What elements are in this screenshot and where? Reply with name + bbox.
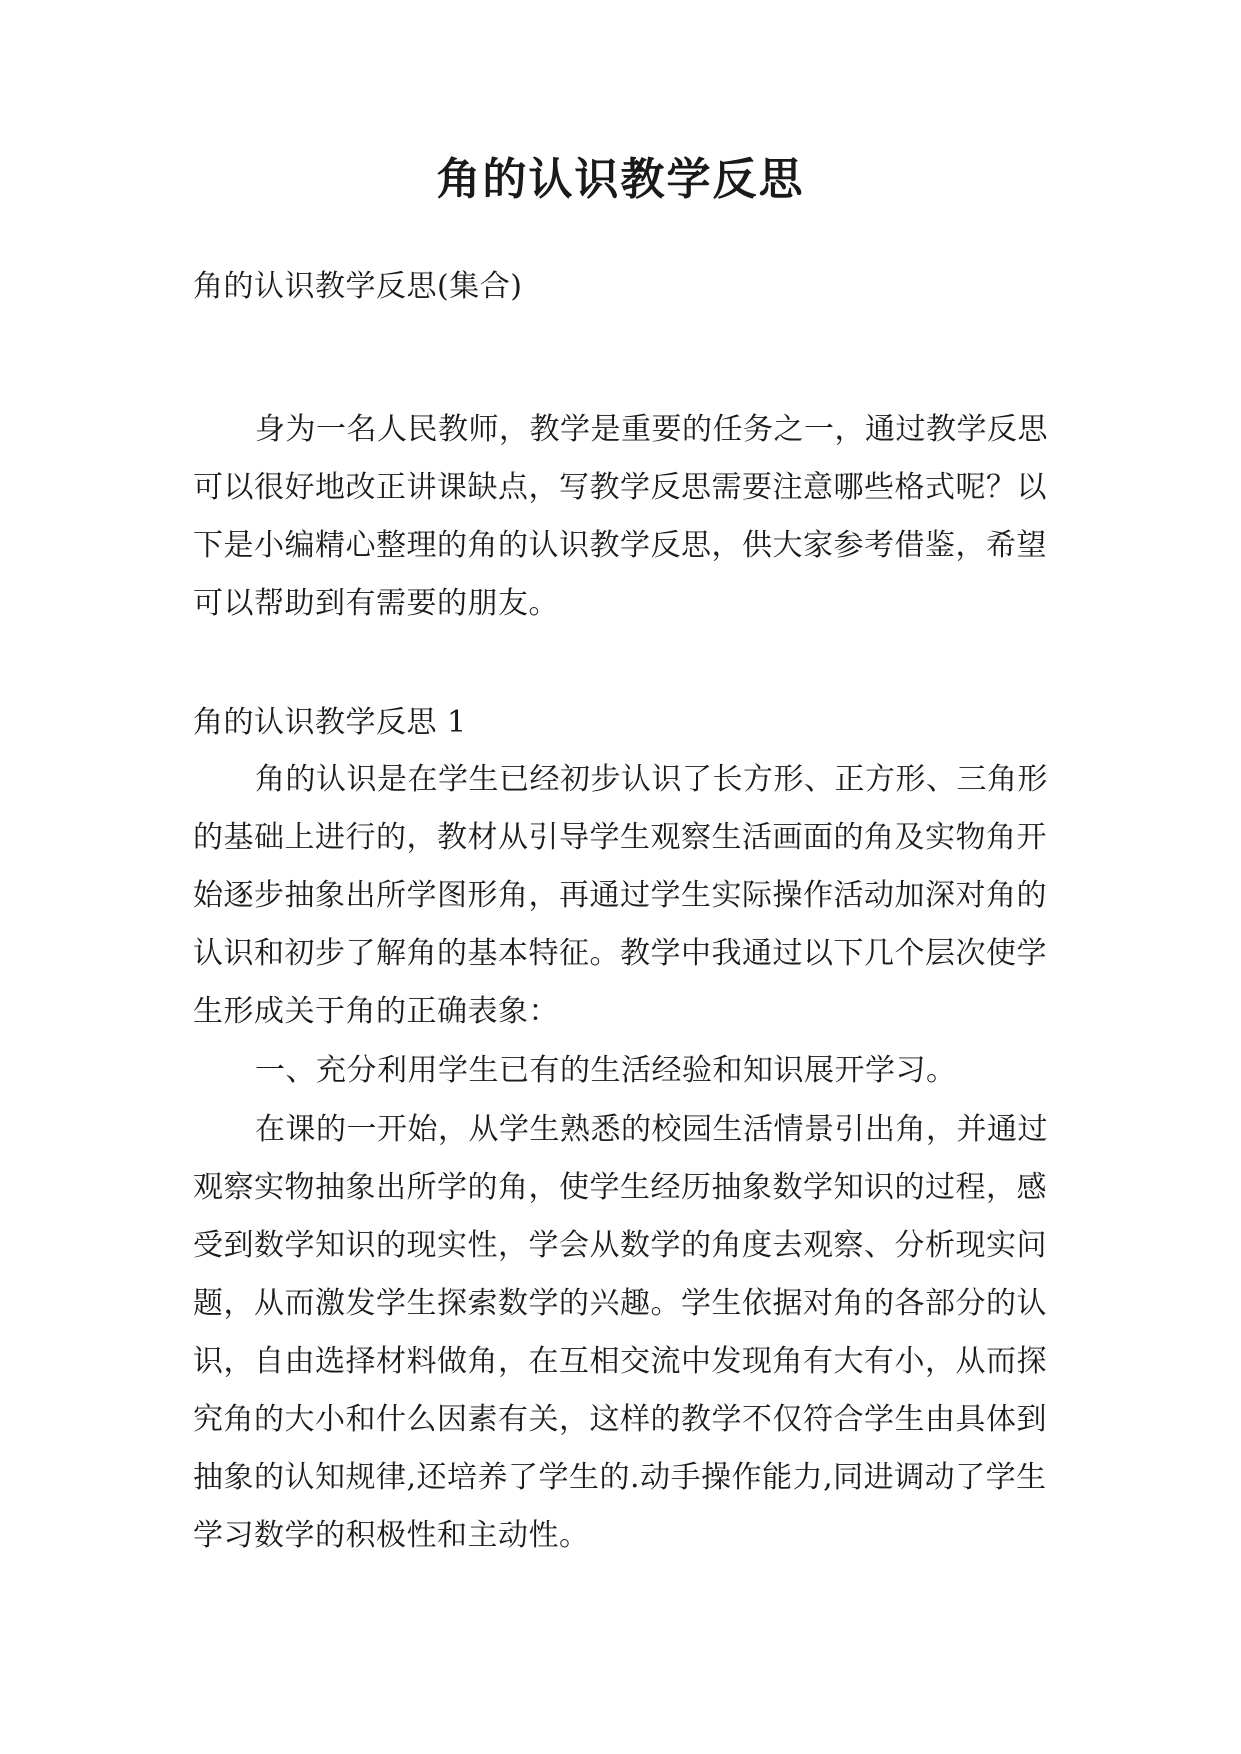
- document-subtitle: 角的认识教学反思(集合): [193, 269, 523, 304]
- section-paragraph-2: 在课的一开始，从学生熟悉的校园生活情景引出角，并通过观察实物抽象出所学的角，使学生经历抽象数学知识的过程，感受到数学知识的现实性，学会从数学的角度去观察、分析现实问题，从而激发学生探索数学的兴趣。学生依据对角的各部分的认识，自由选择材料做角，在互相交流中发现角有大有小，从而探究角的大小和什么因素有关，这样的教学不仅符合学生由具体到抽象的认知规律,还培养了学生的.动手操作能力,同进调动了学生学习数学的积极性和主动性。: [193, 1112, 1048, 1553]
- intro-paragraph: 身为一名人民教师，教学是重要的任务之一，通过教学反思可以很好地改正讲课缺点，写教学反思需要注意哪些格式呢？以下是小编精心整理的角的认识教学反思，供大家参考借鉴，希望可以帮助到有需要的朋友。: [193, 412, 1048, 621]
- document-title: 角的认识教学反思: [436, 154, 805, 205]
- section-paragraph-1: 角的认识是在学生已经初步认识了长方形、正方形、三角形的基础上进行的，教材从引导学生观察生活画面的角及实物角开始逐步抽象出所学图形角，再通过学生实际操作活动加深对角的认识和初步了解角的基本特征。教学中我通过以下几个层次使学生形成关于角的正确表象：: [193, 762, 1048, 1029]
- section-point-1: 一、充分利用学生已有的生活经验和知识展开学习。: [255, 1053, 957, 1088]
- section-heading: 角的认识教学反思 1: [193, 705, 467, 740]
